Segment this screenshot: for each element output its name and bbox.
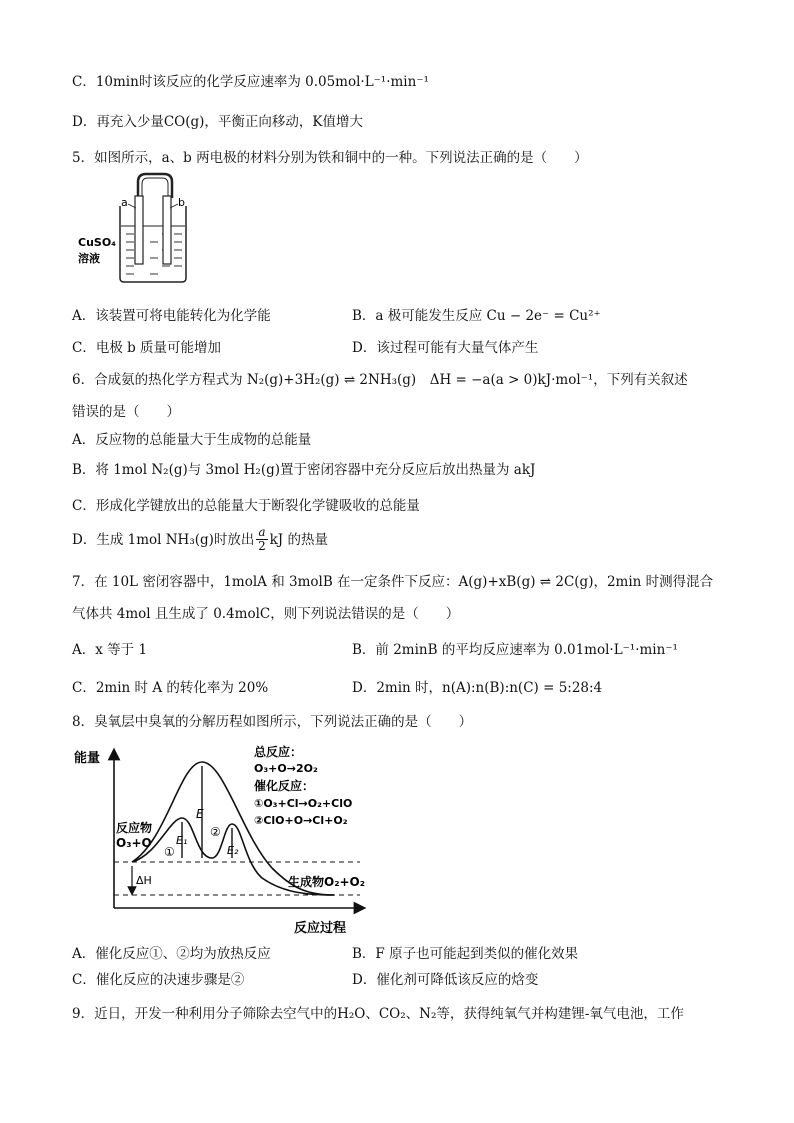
q4-option-d: D．再充入少量CO(g)，平衡正向移动，K值增大: [72, 114, 363, 130]
q5-option-a: A．该装置可将电能转化为化学能: [72, 308, 271, 324]
q6-stem-line1: 6．合成氨的热化学方程式为 N₂(g)+3H₂(g) ⇌ 2NH₃(g) ΔH = −a(a > 0)kJ·mol⁻¹，下列有关叙述: [72, 372, 688, 388]
product-label: 生成物O₂+O₂: [288, 875, 365, 889]
solution-label-1: CuSO₄: [78, 236, 116, 249]
label-e2: E₂: [227, 844, 239, 857]
fraction-numerator: a: [258, 525, 266, 539]
q8-option-c: C．催化反应的决速步骤是②: [72, 972, 245, 988]
solution-label-2: 溶液: [78, 252, 100, 265]
q5-option-c: C．电极 b 质量可能增加: [72, 340, 222, 356]
q7-option-c: C．2min 时 A 的转化率为 20%: [72, 680, 269, 696]
q7-option-a: A．x 等于 1: [72, 642, 148, 658]
q7-option-b: B．前 2minB 的平均反应速率为 0.01mol·L⁻¹·min⁻¹: [352, 642, 678, 658]
label-e: E: [196, 807, 204, 821]
x-axis-label: 反应过程: [294, 921, 347, 936]
q8-stem: 8．臭氧层中臭氧的分解历程如图所示，下列说法正确的是（ ）: [72, 714, 473, 730]
catalytic-eq-1: ①O₃+Cl→O₂+ClO: [254, 797, 353, 810]
q6-option-d: [72, 526, 328, 553]
q5-stem: 5．如图所示，a、b 两电极的材料分别为铁和铜中的一种。下列说法正确的是（ ）: [72, 150, 588, 166]
q4-option-c: C．10min时该反应的化学反应速率为 0.05mol·L⁻¹·min⁻¹: [72, 74, 429, 90]
electrode-b: [163, 196, 171, 264]
q7-stem-line1: 7．在 10L 密闭容器中，1molA 和 3molB 在一定条件下反应：A(g)+xB(g) ⇌ 2C(g)，2min 时测得混合: [72, 574, 714, 590]
q8-option-b: B．F 原子也可能起到类似的催化效果: [352, 946, 579, 962]
fraction: [256, 526, 267, 553]
total-reaction-title: 总反应：: [254, 745, 303, 759]
total-reaction-eq: O₃+O→2O₂: [254, 762, 318, 775]
electrode-a: [135, 196, 143, 264]
q8-option-d: D．催化剂可降低该反应的焓变: [352, 972, 539, 988]
q6-option-d-prefix: D．生成 1mol NH₃(g)时放出: [72, 531, 255, 548]
q9-stem: 9．近日，开发一种利用分子筛除去空气中的H₂O、CO₂、N₂等，获得纯氧气并构建锂-氧气电池，工作: [72, 1006, 684, 1022]
beaker: [120, 206, 186, 282]
label-b: b: [178, 196, 185, 209]
q5-option-b: B．a 极可能发生反应 Cu − 2e⁻ = Cu²⁺: [352, 308, 601, 324]
label-a: a: [121, 196, 128, 209]
y-axis-label: 能量: [74, 751, 101, 766]
step-1-marker: ①: [164, 845, 175, 859]
q8-option-a: A．催化反应①、②均为放热反应: [72, 946, 271, 962]
reactant-label: 反应物: [116, 821, 153, 835]
fraction-denominator: 2: [258, 539, 266, 553]
q6-option-d-suffix: kJ 的热量: [269, 531, 328, 548]
delta-h-label: ΔH: [136, 874, 152, 887]
electrolysis-cell-figure: [78, 170, 188, 288]
q6-stem-line2: 错误的是（ ）: [72, 404, 180, 420]
catalytic-title: 催化反应：: [254, 779, 315, 793]
q6-option-c: C．形成化学键放出的总能量大于断裂化学键吸收的总能量: [72, 498, 420, 514]
step-2-marker: ②: [210, 825, 221, 839]
q6-option-b: B．将 1mol N₂(g)与 3mol H₂(g)置于密闭容器中充分反应后放出热量为 akJ: [72, 462, 536, 478]
label-e1: E₁: [176, 834, 188, 847]
reactant-formula: O₃+O: [116, 836, 152, 850]
energy-profile-figure: [72, 740, 372, 940]
q5-option-d: D．该过程可能有大量气体产生: [352, 340, 539, 356]
q7-option-d: D．2min 时，n(A):n(B):n(C) = 5:28:4: [352, 680, 603, 696]
q6-option-a: A．反应物的总能量大于生成物的总能量: [72, 432, 312, 448]
q7-stem-line2: 气体共 4mol 且生成了 0.4molC，则下列说法错误的是（ ）: [72, 606, 460, 622]
catalytic-eq-2: ②ClO+O→Cl+O₂: [254, 814, 348, 827]
